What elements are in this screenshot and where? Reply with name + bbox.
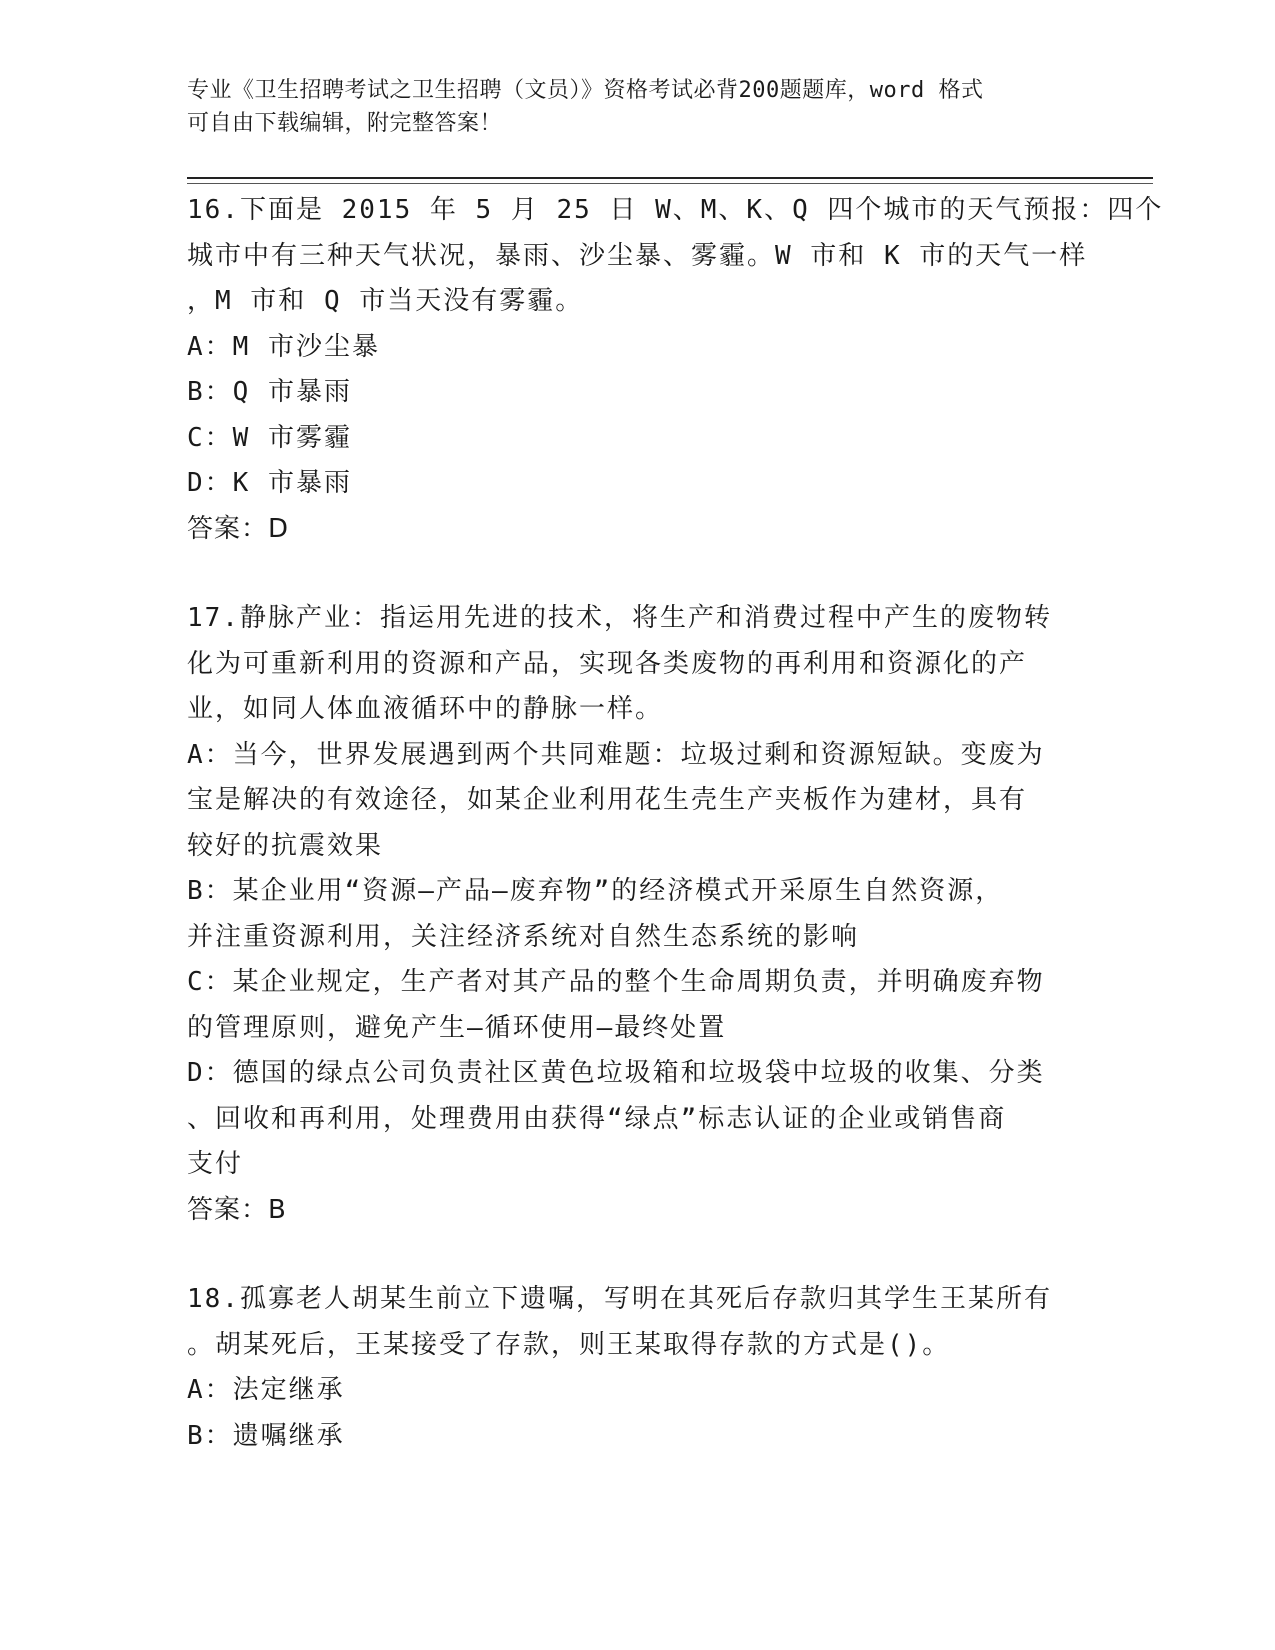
header-line-1: 专业《卫生招聘考试之卫生招聘（文员）》资格考试必背200题题库，word 格式 [187, 78, 984, 103]
option-c: C：W 市雾霾 [187, 422, 352, 453]
option-a: A：M 市沙尘暴 [187, 331, 380, 362]
option-b-continued: 并注重资源利用，关注经济系统对自然生态系统的影响 [187, 921, 860, 952]
question-list [187, 188, 1164, 1503]
question-stem-line: 16.下面是 2015 年 5 月 25 日 W、M、K、Q 四个城市的天气预报：四个 [187, 195, 1164, 225]
question-stem-line: 18.孤寡老人胡某生前立下遗嘱，写明在其死后存款归其学生王某所有 [187, 1284, 1052, 1314]
question-stem-line: 17.静脉产业：指运用先进的技术，将生产和消费过程中产生的废物转 [187, 603, 1052, 633]
option-a: A：当今，世界发展遇到两个共同难题：垃圾过剩和资源短缺。变废为 [187, 739, 1045, 770]
option-a-continued: 较好的抗震效果 [187, 830, 384, 861]
answer-label: 答案：D [187, 513, 290, 544]
option-c: C：某企业规定，生产者对其产品的整个生命周期负责，并明确废弃物 [187, 967, 1045, 997]
question-18 [187, 1277, 1077, 1459]
question-stem-line: 城市中有三种天气状况，暴雨、沙尘暴、雾霾。W 市和 K 市的天气一样 [187, 240, 1088, 271]
option-b: B：某企业用“资源—产品—废弃物”的经济模式开采原生自然资源， [187, 876, 1004, 906]
question-stem-line: 业，如同人体血液循环中的静脉一样。 [187, 694, 664, 724]
question-stem-line: ，M 市和 Q 市当天没有雾霾。 [187, 286, 584, 316]
question-17 [187, 596, 1077, 1233]
option-d-continued: 支付 [187, 1149, 244, 1179]
option-d-continued: 、回收和再利用，处理费用由获得“绿点”标志认证的企业或销售商 [187, 1103, 1007, 1134]
option-d: D：德国的绿点公司负责社区黄色垃圾箱和垃圾袋中垃圾的收集、分类 [187, 1058, 1045, 1088]
option-d: D：K 市暴雨 [187, 468, 352, 498]
header-line-2: 可自由下载编辑，附完整答案！ [187, 111, 503, 136]
option-b: B：Q 市暴雨 [187, 377, 352, 407]
header-divider-thin [187, 183, 1153, 184]
option-a: A：法定继承 [187, 1375, 345, 1405]
option-b: B：遗嘱继承 [187, 1420, 345, 1451]
question-stem-line: 化为可重新利用的资源和产品，实现各类废物的再利用和资源化的产 [187, 648, 1028, 679]
option-c-continued: 的管理原则，避免产生—循环使用—最终处置 [187, 1012, 727, 1043]
question-16 [187, 188, 1164, 552]
question-stem-line: 。胡某死后，王某接受了存款，则王某取得存款的方式是()。 [187, 1329, 951, 1360]
answer-label: 答案：B [187, 1194, 287, 1225]
option-a-continued: 宝是解决的有效途径，如某企业利用花生壳生产夹板作为建材，具有 [187, 785, 1028, 815]
header-divider-thick [187, 177, 1153, 179]
document-header [187, 74, 1067, 140]
